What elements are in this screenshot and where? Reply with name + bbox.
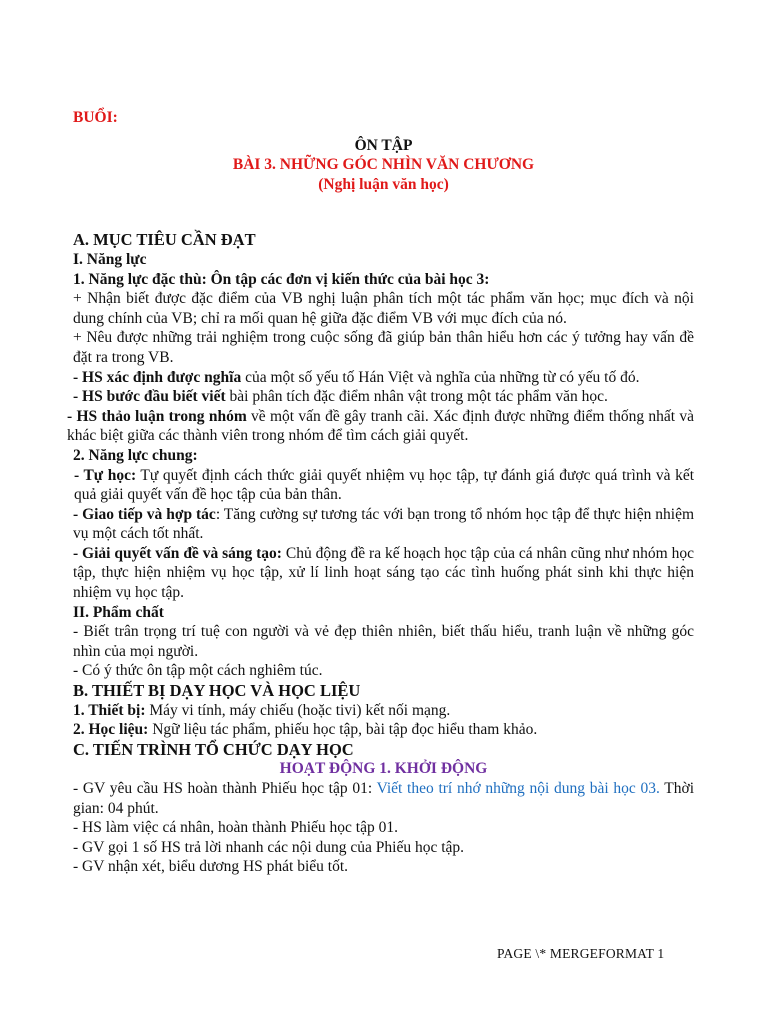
equipment-bold: 1. Thiết bị: <box>73 701 146 719</box>
general-text: Tự quyết định cách thức giải quyết nhiệm vụ học tập, tự đánh giá được quá trình và kết quả giải quyết vấn đề học tập của bản thân. <box>74 466 695 504</box>
activity-task-highlight: Viết theo trí nhớ những nội dung bài học 03. <box>376 780 660 797</box>
equipment-text: Máy vi tính, máy chiếu (hoặc tivi) kết nối mạng. <box>145 701 451 719</box>
section-a-heading: A. MỤC TIÊU CẦN ĐẠT <box>73 230 256 250</box>
objective-bold: - HS thảo luận trong nhóm <box>67 407 247 425</box>
materials-bold: 2. Học liệu: <box>73 721 149 739</box>
objective-item: + Nhận biết được đặc điểm của VB nghị luận phân tích một tác phẩm văn học; mục đích và nội dung chính của VB; chỉ ra mối quan hệ giữa đặc điểm VB với mục đích của nó. <box>73 290 694 327</box>
general-item <box>74 466 694 505</box>
section-c-heading: C. TIẾN TRÌNH TỔ CHỨC DẠY HỌC <box>73 739 354 759</box>
objective-text: của một số yếu tố Hán Việt và nghĩa của những từ có yếu tố đó. <box>241 368 640 386</box>
objective-item <box>73 368 694 388</box>
objective-bold: - HS bước đầu biết viết <box>73 388 226 406</box>
specific-competence: 1. Năng lực đặc thù: Ôn tập các đơn vị kiến thức của bài học 3: <box>73 270 490 288</box>
general-bold: - Giao tiếp và hợp tác <box>73 505 216 523</box>
general-item <box>73 505 694 544</box>
session-label: BUỔI: <box>73 109 118 126</box>
activity-step <box>73 779 694 818</box>
general-bold: - Tự học: <box>74 466 137 484</box>
document-body <box>67 108 695 877</box>
title-lesson: BÀI 3. NHỮNG GÓC NHÌN VĂN CHƯƠNG <box>232 156 535 174</box>
activity-step: - GV nhận xét, biểu dương HS phát biểu tốt. <box>73 858 349 876</box>
materials-item <box>73 720 694 740</box>
objective-item <box>67 407 694 446</box>
quality-item: - Biết trân trọng trí tuệ con người và vẻ đẹp thiên nhiên, biết thấu hiểu, tranh luận về những góc nhìn của mọi người. <box>73 623 694 660</box>
general-item <box>73 544 694 603</box>
equipment-item <box>73 701 694 721</box>
general-text: : Tăng cường sự tương tác với bạn trong tổ nhóm học tập để thực hiện nhiệm vụ một cách tốt nhất. <box>73 505 695 543</box>
objective-item <box>73 387 694 407</box>
quality-heading: II. Phẩm chất <box>73 603 164 621</box>
objective-item: + Nêu được những trải nghiệm trong cuộc sống đã giúp bản thân hiểu hơn các ý tưởng hay vấn đề đặt ra trong VB. <box>73 329 694 366</box>
general-bold: - Giải quyết vấn đề và sáng tạo: <box>73 544 282 562</box>
competence-heading: I. Năng lực <box>73 250 147 268</box>
title-review: ÔN TẬP <box>354 136 413 154</box>
activity-1-heading: HOẠT ĐỘNG 1. KHỞI ĐỘNG <box>279 760 488 778</box>
page-footer: PAGE \* MERGEFORMAT 1 <box>497 946 665 961</box>
activity-text: - GV yêu cầu HS hoàn thành Phiếu học tập 01: <box>73 780 377 797</box>
title-genre: (Nghị luận văn học) <box>318 175 449 193</box>
activity-step: - HS làm việc cá nhân, hoàn thành Phiếu học tập 01. <box>73 819 398 837</box>
objective-text: về một vấn đề gây tranh cãi. Xác định được những điểm thống nhất và khác biệt giữa các thành viên trong nhóm để tìm cách giải quyết. <box>67 407 694 445</box>
quality-item: - Có ý thức ôn tập một cách nghiêm túc. <box>73 662 323 680</box>
general-competence: 2. Năng lực chung: <box>73 446 198 464</box>
section-b-heading: B. THIẾT BỊ DẠY HỌC VÀ HỌC LIỆU <box>73 681 361 701</box>
general-text: Chủ động đề ra kế hoạch học tập của cá nhân cũng như nhóm học tập, thực hiện nhiệm vụ học tập, xử lí linh hoạt sáng tạo các tình huống phát sinh khi thực hiện nhiệm vụ học tập. <box>73 544 694 602</box>
objective-bold: - HS xác định được nghĩa <box>73 368 242 386</box>
materials-text: Ngữ liệu tác phẩm, phiếu học tập, bài tập đọc hiểu tham khảo. <box>148 721 538 739</box>
activity-step: - GV gọi 1 số HS trả lời nhanh các nội dung của Phiếu học tập. <box>73 838 465 856</box>
objective-text: bài phân tích đặc điểm nhân vật trong một tác phẩm văn học. <box>225 388 608 406</box>
activity-time: Thời gian: 04 phút. <box>73 780 695 817</box>
